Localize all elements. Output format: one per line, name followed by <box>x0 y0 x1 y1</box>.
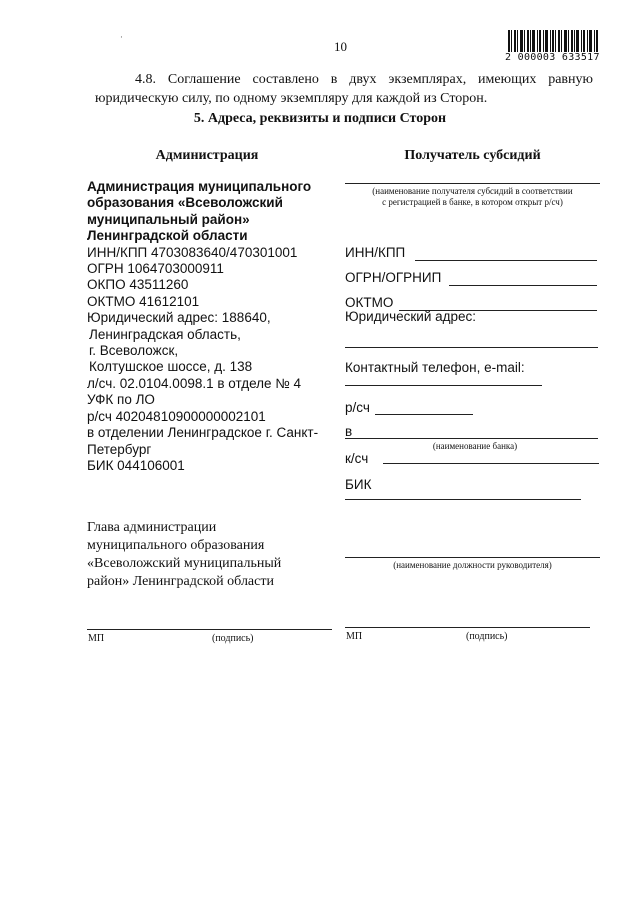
recipient-account-label: р/сч <box>345 400 370 415</box>
recipient-ogrn-field <box>449 285 597 286</box>
recipient-corr-label: к/сч <box>345 451 369 466</box>
admin-address: Ленинградская область, <box>89 326 241 342</box>
admin-name-line: Ленинградской области <box>87 228 248 244</box>
admin-signature-caption: (подпись) <box>212 633 254 644</box>
admin-ogrn: ОГРН 1064703000911 <box>87 261 224 277</box>
recipient-signature-line <box>345 627 590 628</box>
left-column-heading: Администрация <box>155 148 259 163</box>
head-title-line: Глава администрации <box>87 520 217 535</box>
recipient-inn-field <box>415 260 597 261</box>
recipient-mp: МП <box>346 631 363 642</box>
recipient-position-field <box>345 557 600 558</box>
recipient-account-field <box>375 414 473 415</box>
admin-head-title <box>87 519 337 591</box>
recipient-bank-field <box>345 438 598 439</box>
recipient-contact-label: Контактный телефон, e-mail: <box>345 360 525 375</box>
recipient-bank-caption: (наименование банка) <box>432 441 518 451</box>
recipient-name-caption: с регистрацией в банке, в котором открыт р/сч) <box>382 197 563 207</box>
recipient-contact-field <box>345 385 542 386</box>
recipient-name-caption: (наименование получателя субсидий в соответствии <box>372 186 573 196</box>
recipient-position-caption: (наименование должности руководителя) <box>393 560 552 570</box>
admin-okpo: ОКПО 43511260 <box>87 277 189 293</box>
clause-4-8 <box>95 70 593 108</box>
clause-line-1: 4.8. Соглашение составлено в двух экземплярах, имеющих равную <box>135 72 593 87</box>
section-title: 5. Адреса, реквизиты и подписи Сторон <box>193 111 447 126</box>
admin-personal-account: л/сч. 02.0104.0098.1 в отделе № 4 <box>87 375 302 391</box>
recipient-bik-label: БИК <box>345 477 372 492</box>
barcode-number: 2 000003 633517 <box>505 52 600 63</box>
recipient-bik-field <box>345 499 581 500</box>
admin-inn-kpp: ИНН/КПП 4703083640/470301001 <box>87 244 298 260</box>
admin-settlement-account: р/сч 40204810900000002101 <box>87 408 266 424</box>
recipient-address-label: Юридический адрес: <box>345 309 477 324</box>
admin-address: г. Всеволожск, <box>89 343 179 359</box>
admin-mp: МП <box>88 633 105 644</box>
head-title-line: «Всеволожский муниципальный <box>87 556 282 571</box>
admin-address: Юридический адрес: 188640, <box>87 310 271 326</box>
recipient-signature-caption: (подпись) <box>466 631 508 642</box>
admin-signature-line <box>87 629 332 630</box>
admin-oktmo: ОКТМО 41612101 <box>87 293 200 309</box>
head-title-line: муниципального образования <box>87 538 265 553</box>
recipient-address-field <box>345 347 598 348</box>
administration-details <box>87 179 337 474</box>
admin-name-line: образования «Всеволожский <box>87 195 283 211</box>
scan-mark: · <box>120 33 123 43</box>
admin-name-line: Администрация муниципального <box>87 179 312 194</box>
recipient-name-line <box>345 183 600 184</box>
recipient-bank-prefix: в <box>345 424 353 439</box>
recipient-oktmo-label: ОКТМО <box>345 295 394 310</box>
admin-bank: в отделении Ленинградское г. Санкт- <box>87 425 319 441</box>
clause-line-2: юридическую силу, по одному экземпляру для каждой из Сторон. <box>95 91 488 106</box>
admin-name-line: муниципальный район» <box>87 211 250 227</box>
admin-bik: БИК 044106001 <box>87 457 185 473</box>
admin-address: Колтушское шоссе, д. 138 <box>89 359 253 375</box>
recipient-inn-label: ИНН/КПП <box>345 245 406 260</box>
admin-ufk: УФК по ЛО <box>87 392 155 408</box>
right-column-heading: Получатель субсидий <box>404 148 541 163</box>
page-number: 10 <box>334 39 347 54</box>
admin-bank: Петербург <box>87 441 152 457</box>
recipient-corr-field <box>383 463 599 464</box>
head-title-line: район» Ленинградской области <box>87 574 274 589</box>
recipient-ogrn-label: ОГРН/ОГРНИП <box>345 270 442 285</box>
